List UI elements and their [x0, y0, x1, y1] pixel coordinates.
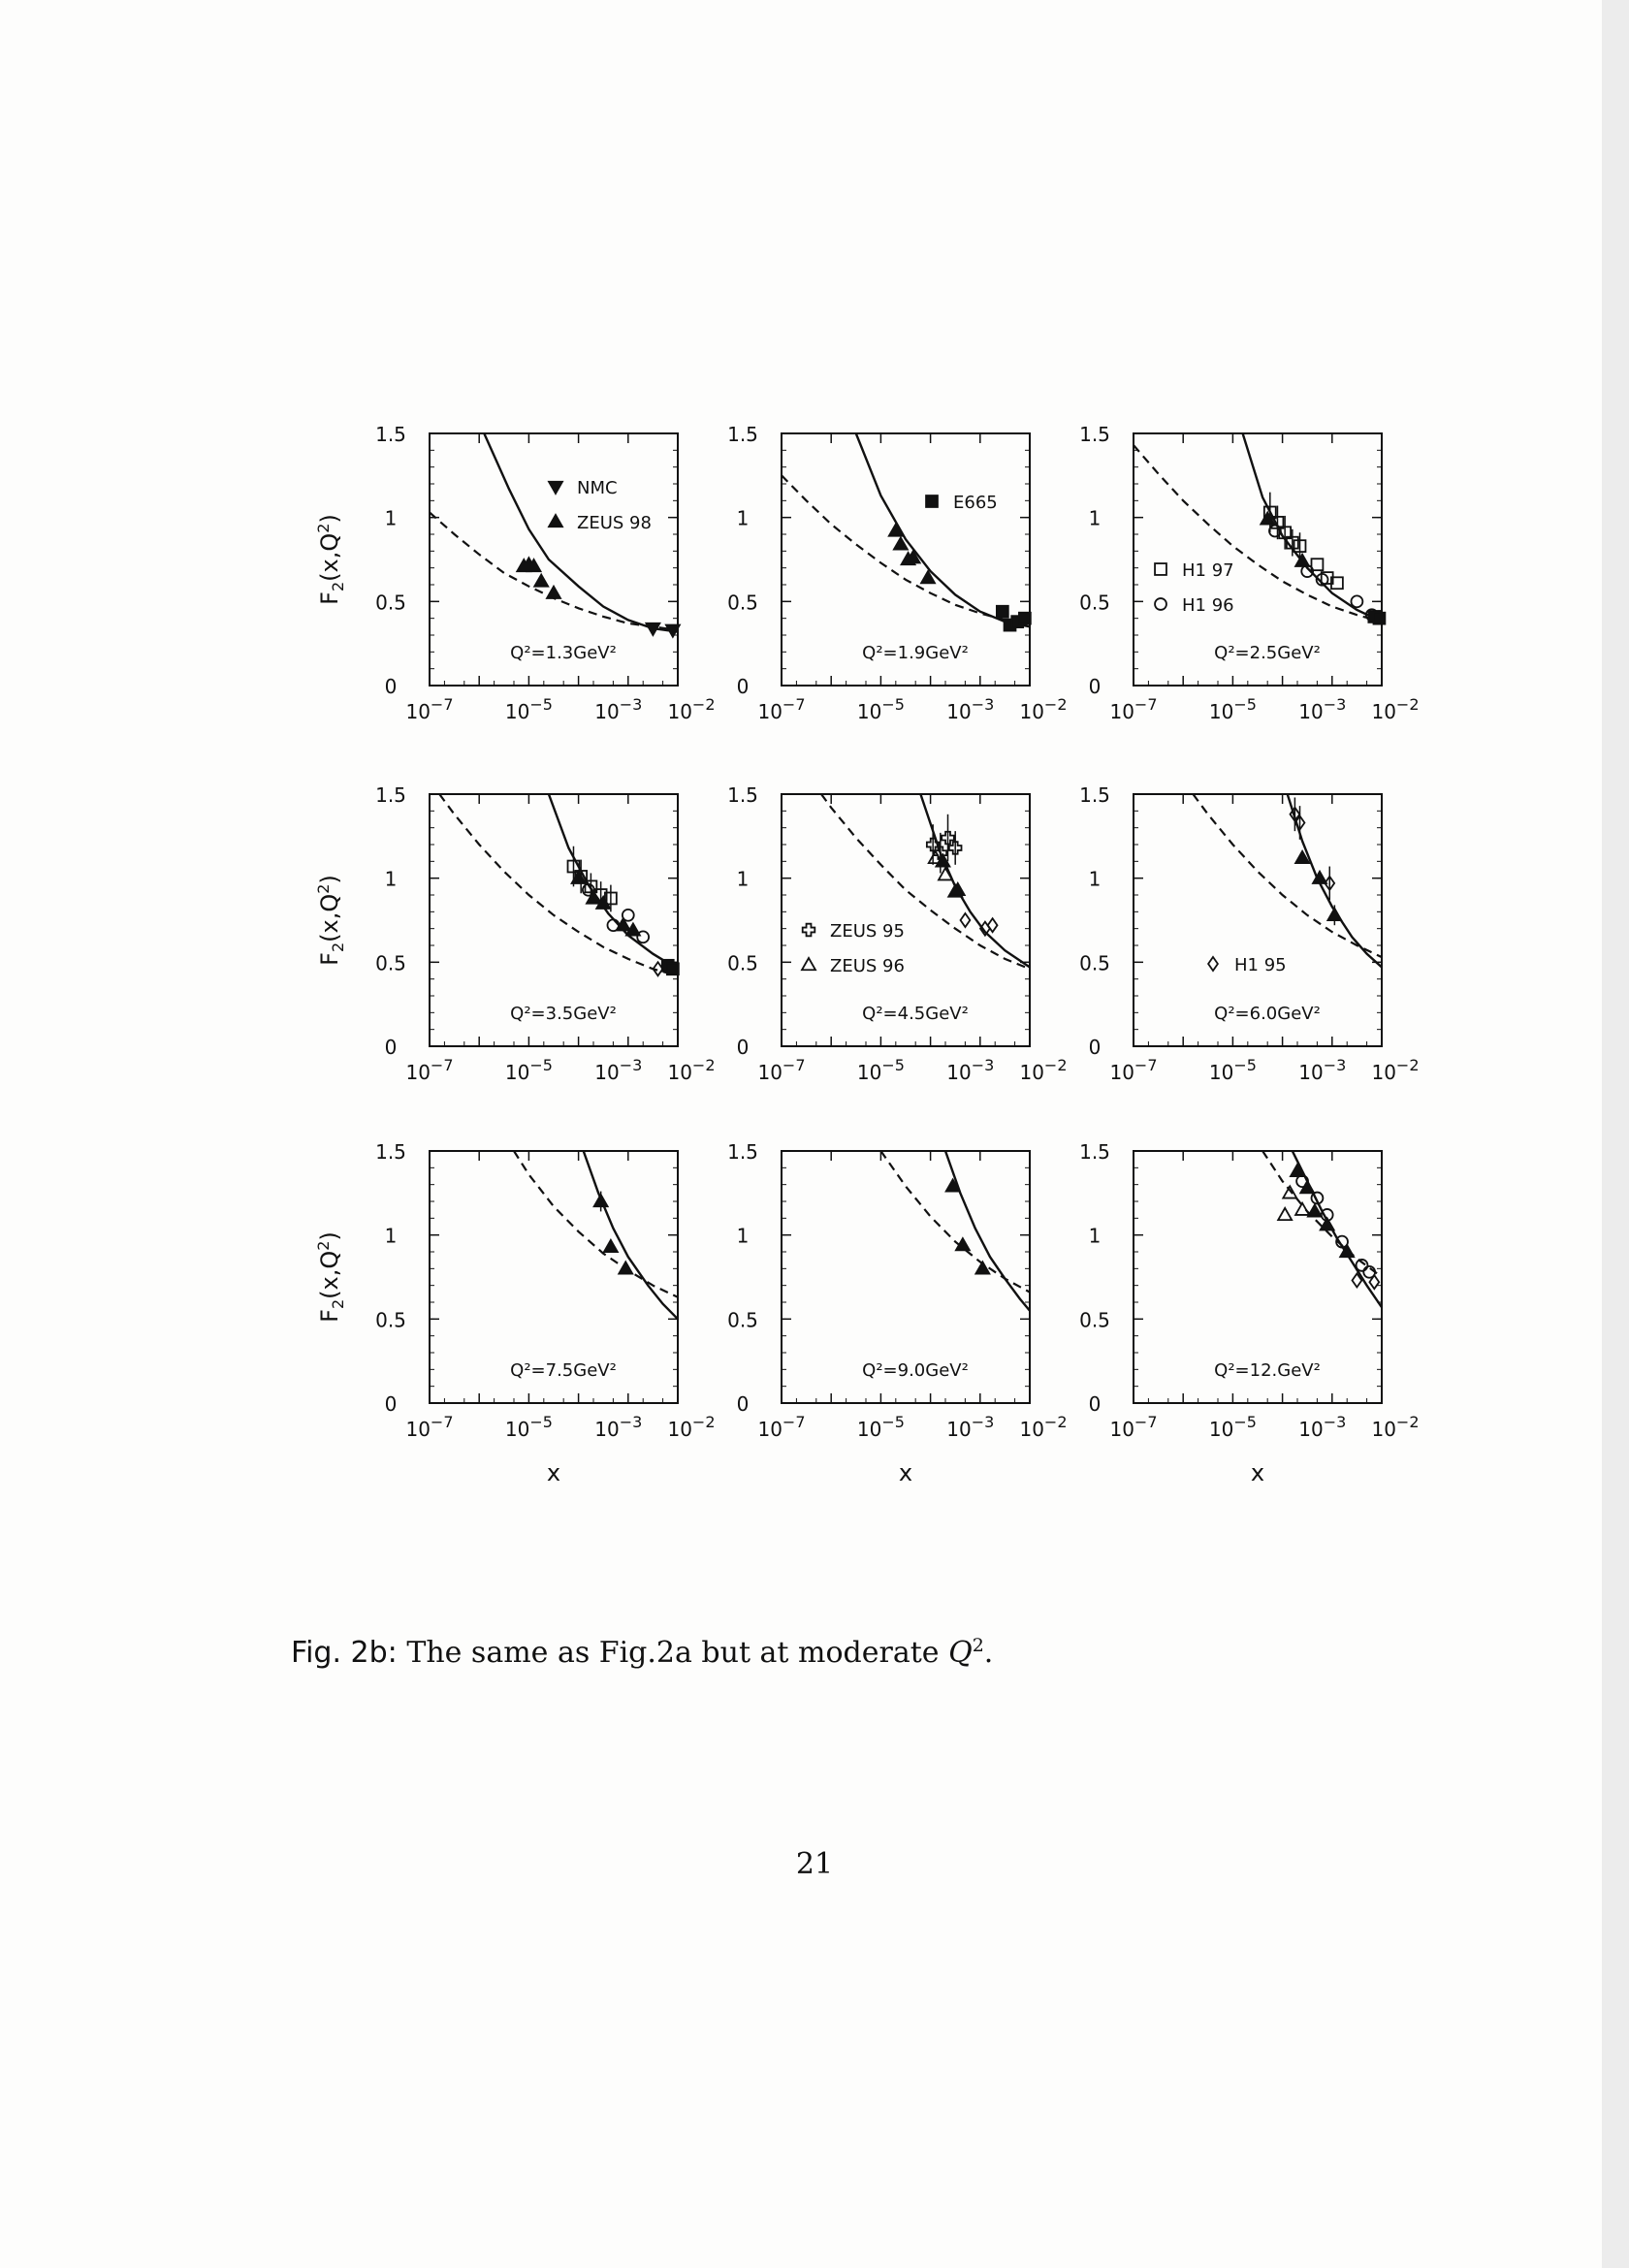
x-tick-label: $10^{-5}$ [504, 1413, 553, 1441]
y-tick-label: 0 [1088, 1392, 1102, 1416]
y-axis-label: $F_2(x,Q^2)$ [314, 875, 347, 966]
data-point-e665 [1373, 613, 1385, 624]
x-tick-label: $10^{-3}$ [594, 1413, 643, 1441]
figure-caption [291, 1635, 993, 1670]
x-tick-label: $10^{-5}$ [1208, 1413, 1257, 1441]
y-tick-label: 1.5 [375, 783, 406, 807]
caption-text: The same as Fig.2a but at moderate [406, 1636, 940, 1670]
data-point-h196 [1351, 595, 1362, 607]
y-axis-label: $F_2(x,Q^2)$ [314, 514, 347, 605]
y-tick-label: 0.5 [375, 951, 406, 975]
solid-curve [945, 1151, 1030, 1311]
x-tick-label: $10^{-2}$ [667, 1056, 716, 1084]
caption-q-exponent: 2 [972, 1635, 984, 1656]
data-point-zeus98 [619, 1262, 632, 1273]
legend-marker-nmc [549, 482, 562, 494]
x-tick-label: $10^{-5}$ [856, 1413, 905, 1441]
legend-label-e665: E665 [953, 493, 998, 513]
legend-marker-h195 [1208, 957, 1218, 971]
y-tick-label: 1.5 [375, 423, 406, 446]
caption-q: Q [948, 1636, 973, 1670]
panel-5 [727, 783, 1067, 1084]
x-tick-label: $10^{-7}$ [757, 1056, 806, 1084]
y-tick-label: 0.5 [1079, 1308, 1110, 1332]
q2-label: Q²=1.9GeV² [862, 643, 969, 663]
x-tick-label: $10^{-2}$ [1371, 1056, 1420, 1084]
panel-3 [1079, 423, 1419, 723]
x-tick-label: $10^{-2}$ [1371, 1413, 1420, 1441]
legend-marker-zeus96 [802, 958, 815, 970]
x-tick-label: $10^{-3}$ [594, 695, 643, 723]
y-tick-label: 1.5 [727, 1140, 758, 1164]
x-tick-label: $10^{-3}$ [1298, 1056, 1347, 1084]
data-point-zeus98 [1327, 909, 1341, 920]
y-tick-label: 0 [384, 675, 398, 698]
curves [1193, 794, 1382, 968]
legend-marker-h197 [1155, 563, 1166, 575]
x-tick-label: $10^{-5}$ [504, 1056, 553, 1084]
q2-label: Q²=4.5GeV² [862, 1004, 969, 1024]
y-tick-label: 0.5 [1079, 591, 1110, 615]
curves [782, 433, 1030, 626]
legend-label-zeus95: ZEUS 95 [830, 921, 905, 942]
page-edge [1602, 0, 1629, 2268]
legend-label-h196: H1 96 [1182, 595, 1234, 616]
curves [514, 1151, 678, 1319]
y-tick-label: 1.5 [375, 1140, 406, 1164]
panel-6 [1079, 783, 1419, 1084]
y-tick-label: 0 [736, 1036, 750, 1059]
x-tick-label: $10^{-5}$ [856, 695, 905, 723]
y-tick-label: 0.5 [1079, 951, 1110, 975]
x-axis-label: x [546, 1459, 561, 1486]
x-tick-label: $10^{-3}$ [1298, 1413, 1347, 1441]
y-tick-label: 0.5 [375, 1308, 406, 1332]
x-tick-label: $10^{-2}$ [667, 695, 716, 723]
x-tick-label: $10^{-7}$ [757, 695, 806, 723]
curves [1134, 433, 1382, 622]
legend-label-nmc: NMC [577, 478, 618, 498]
solid-curve [549, 794, 678, 969]
y-axis-label: $F_2(x,Q^2)$ [314, 1231, 347, 1323]
y-tick-label: 0 [384, 1036, 398, 1059]
panel-1 [314, 423, 716, 723]
curves [821, 794, 1030, 969]
data-point-zeus96 [1278, 1208, 1292, 1220]
y-tick-label: 0.5 [375, 591, 406, 615]
solid-curve [1293, 1151, 1382, 1307]
q2-label: Q²=12.GeV² [1214, 1360, 1321, 1381]
legend-marker-zeus98 [549, 515, 562, 527]
x-tick-label: $10^{-7}$ [757, 1413, 806, 1441]
x-tick-label: $10^{-5}$ [856, 1056, 905, 1084]
q2-label: Q²=9.0GeV² [862, 1360, 969, 1381]
q2-label: Q²=3.5GeV² [510, 1004, 617, 1024]
data-point-zeus98 [534, 575, 548, 587]
data-point-h195 [961, 913, 971, 927]
data-point-zeus98 [604, 1240, 618, 1252]
panel-7 [314, 1140, 716, 1486]
x-tick-label: $10^{-2}$ [1371, 695, 1420, 723]
y-tick-label: 1 [1088, 506, 1102, 530]
legend-marker-zeus95 [803, 924, 815, 937]
x-tick-label: $10^{-7}$ [1109, 1056, 1158, 1084]
q2-label: Q²=2.5GeV² [1214, 643, 1321, 663]
panel-2 [727, 423, 1067, 723]
y-tick-label: 1 [384, 1224, 398, 1248]
legend-label-zeus96: ZEUS 96 [830, 956, 905, 976]
legend-label-h197: H1 97 [1182, 560, 1234, 581]
curves [439, 794, 678, 975]
y-tick-label: 1 [736, 867, 750, 891]
x-tick-label: $10^{-3}$ [946, 1056, 995, 1084]
caption-end: . [983, 1636, 994, 1670]
data-point-zeus96 [1295, 1203, 1309, 1215]
dashed-curve [880, 1151, 1030, 1293]
x-tick-label: $10^{-5}$ [1208, 1056, 1257, 1084]
x-axis-label: x [898, 1459, 913, 1486]
data-point-zeus96 [1283, 1186, 1296, 1198]
solid-curve [584, 1151, 678, 1319]
data-point-zeus98 [594, 1195, 608, 1206]
legend-label-zeus98: ZEUS 98 [577, 513, 652, 533]
panel-9 [1079, 1140, 1419, 1486]
x-axis-label: x [1250, 1459, 1265, 1486]
y-tick-label: 1 [384, 506, 398, 530]
x-tick-label: $10^{-7}$ [1109, 1413, 1158, 1441]
data-point-e665 [1019, 613, 1031, 624]
solid-curve [1288, 794, 1382, 968]
y-tick-label: 0 [1088, 675, 1102, 698]
dashed-curve [821, 794, 1030, 969]
dashed-curve [514, 1151, 678, 1297]
q2-label: Q²=6.0GeV² [1214, 1004, 1321, 1024]
panel-4 [314, 783, 716, 1084]
x-tick-label: $10^{-3}$ [946, 695, 995, 723]
y-tick-label: 1 [736, 1224, 750, 1248]
legend-marker-h196 [1155, 598, 1166, 610]
y-tick-label: 1 [1088, 1224, 1102, 1248]
solid-curve [856, 433, 1030, 626]
x-tick-label: $10^{-7}$ [405, 695, 454, 723]
q2-label: Q²=7.5GeV² [510, 1360, 617, 1381]
x-tick-label: $10^{-2}$ [1019, 1413, 1068, 1441]
x-tick-label: $10^{-5}$ [504, 695, 553, 723]
y-tick-label: 1.5 [1079, 1140, 1110, 1164]
caption-label: Fig. 2b: [291, 1636, 398, 1670]
x-tick-label: $10^{-5}$ [1208, 695, 1257, 723]
y-tick-label: 0 [736, 675, 750, 698]
page-number: 21 [795, 1847, 834, 1881]
y-tick-label: 0 [1088, 1036, 1102, 1059]
data-point-zeus98 [547, 587, 560, 598]
x-tick-label: $10^{-7}$ [405, 1413, 454, 1441]
data-point-zeus98 [975, 1262, 989, 1273]
x-tick-label: $10^{-3}$ [1298, 695, 1347, 723]
curves [880, 1151, 1030, 1311]
x-tick-label: $10^{-7}$ [405, 1056, 454, 1084]
dashed-curve [1193, 794, 1382, 957]
y-tick-label: 1.5 [727, 783, 758, 807]
y-tick-label: 1 [736, 506, 750, 530]
q2-label: Q²=1.3GeV² [510, 643, 617, 663]
x-tick-label: $10^{-2}$ [1019, 1056, 1068, 1084]
y-tick-label: 1.5 [1079, 783, 1110, 807]
dashed-curve [1134, 445, 1382, 622]
x-tick-label: $10^{-3}$ [594, 1056, 643, 1084]
legend-label-h195: H1 95 [1234, 955, 1287, 975]
panel-8 [727, 1140, 1067, 1486]
x-tick-label: $10^{-7}$ [1109, 695, 1158, 723]
x-tick-label: $10^{-2}$ [667, 1413, 716, 1441]
x-tick-label: $10^{-3}$ [946, 1413, 995, 1441]
y-tick-label: 1.5 [727, 423, 758, 446]
data-point-e665 [997, 606, 1008, 618]
legend-marker-e665 [926, 495, 938, 507]
y-tick-label: 0.5 [727, 591, 758, 615]
y-tick-label: 0 [736, 1392, 750, 1416]
y-tick-label: 0.5 [727, 951, 758, 975]
data-point-e665 [667, 963, 679, 974]
y-tick-label: 1.5 [1079, 423, 1110, 446]
y-tick-label: 1 [1088, 867, 1102, 891]
solid-curve [1243, 433, 1382, 622]
y-tick-label: 0.5 [727, 1308, 758, 1332]
solid-curve [920, 794, 1030, 968]
x-tick-label: $10^{-2}$ [1019, 695, 1068, 723]
y-tick-label: 1 [384, 867, 398, 891]
y-tick-label: 0 [384, 1392, 398, 1416]
